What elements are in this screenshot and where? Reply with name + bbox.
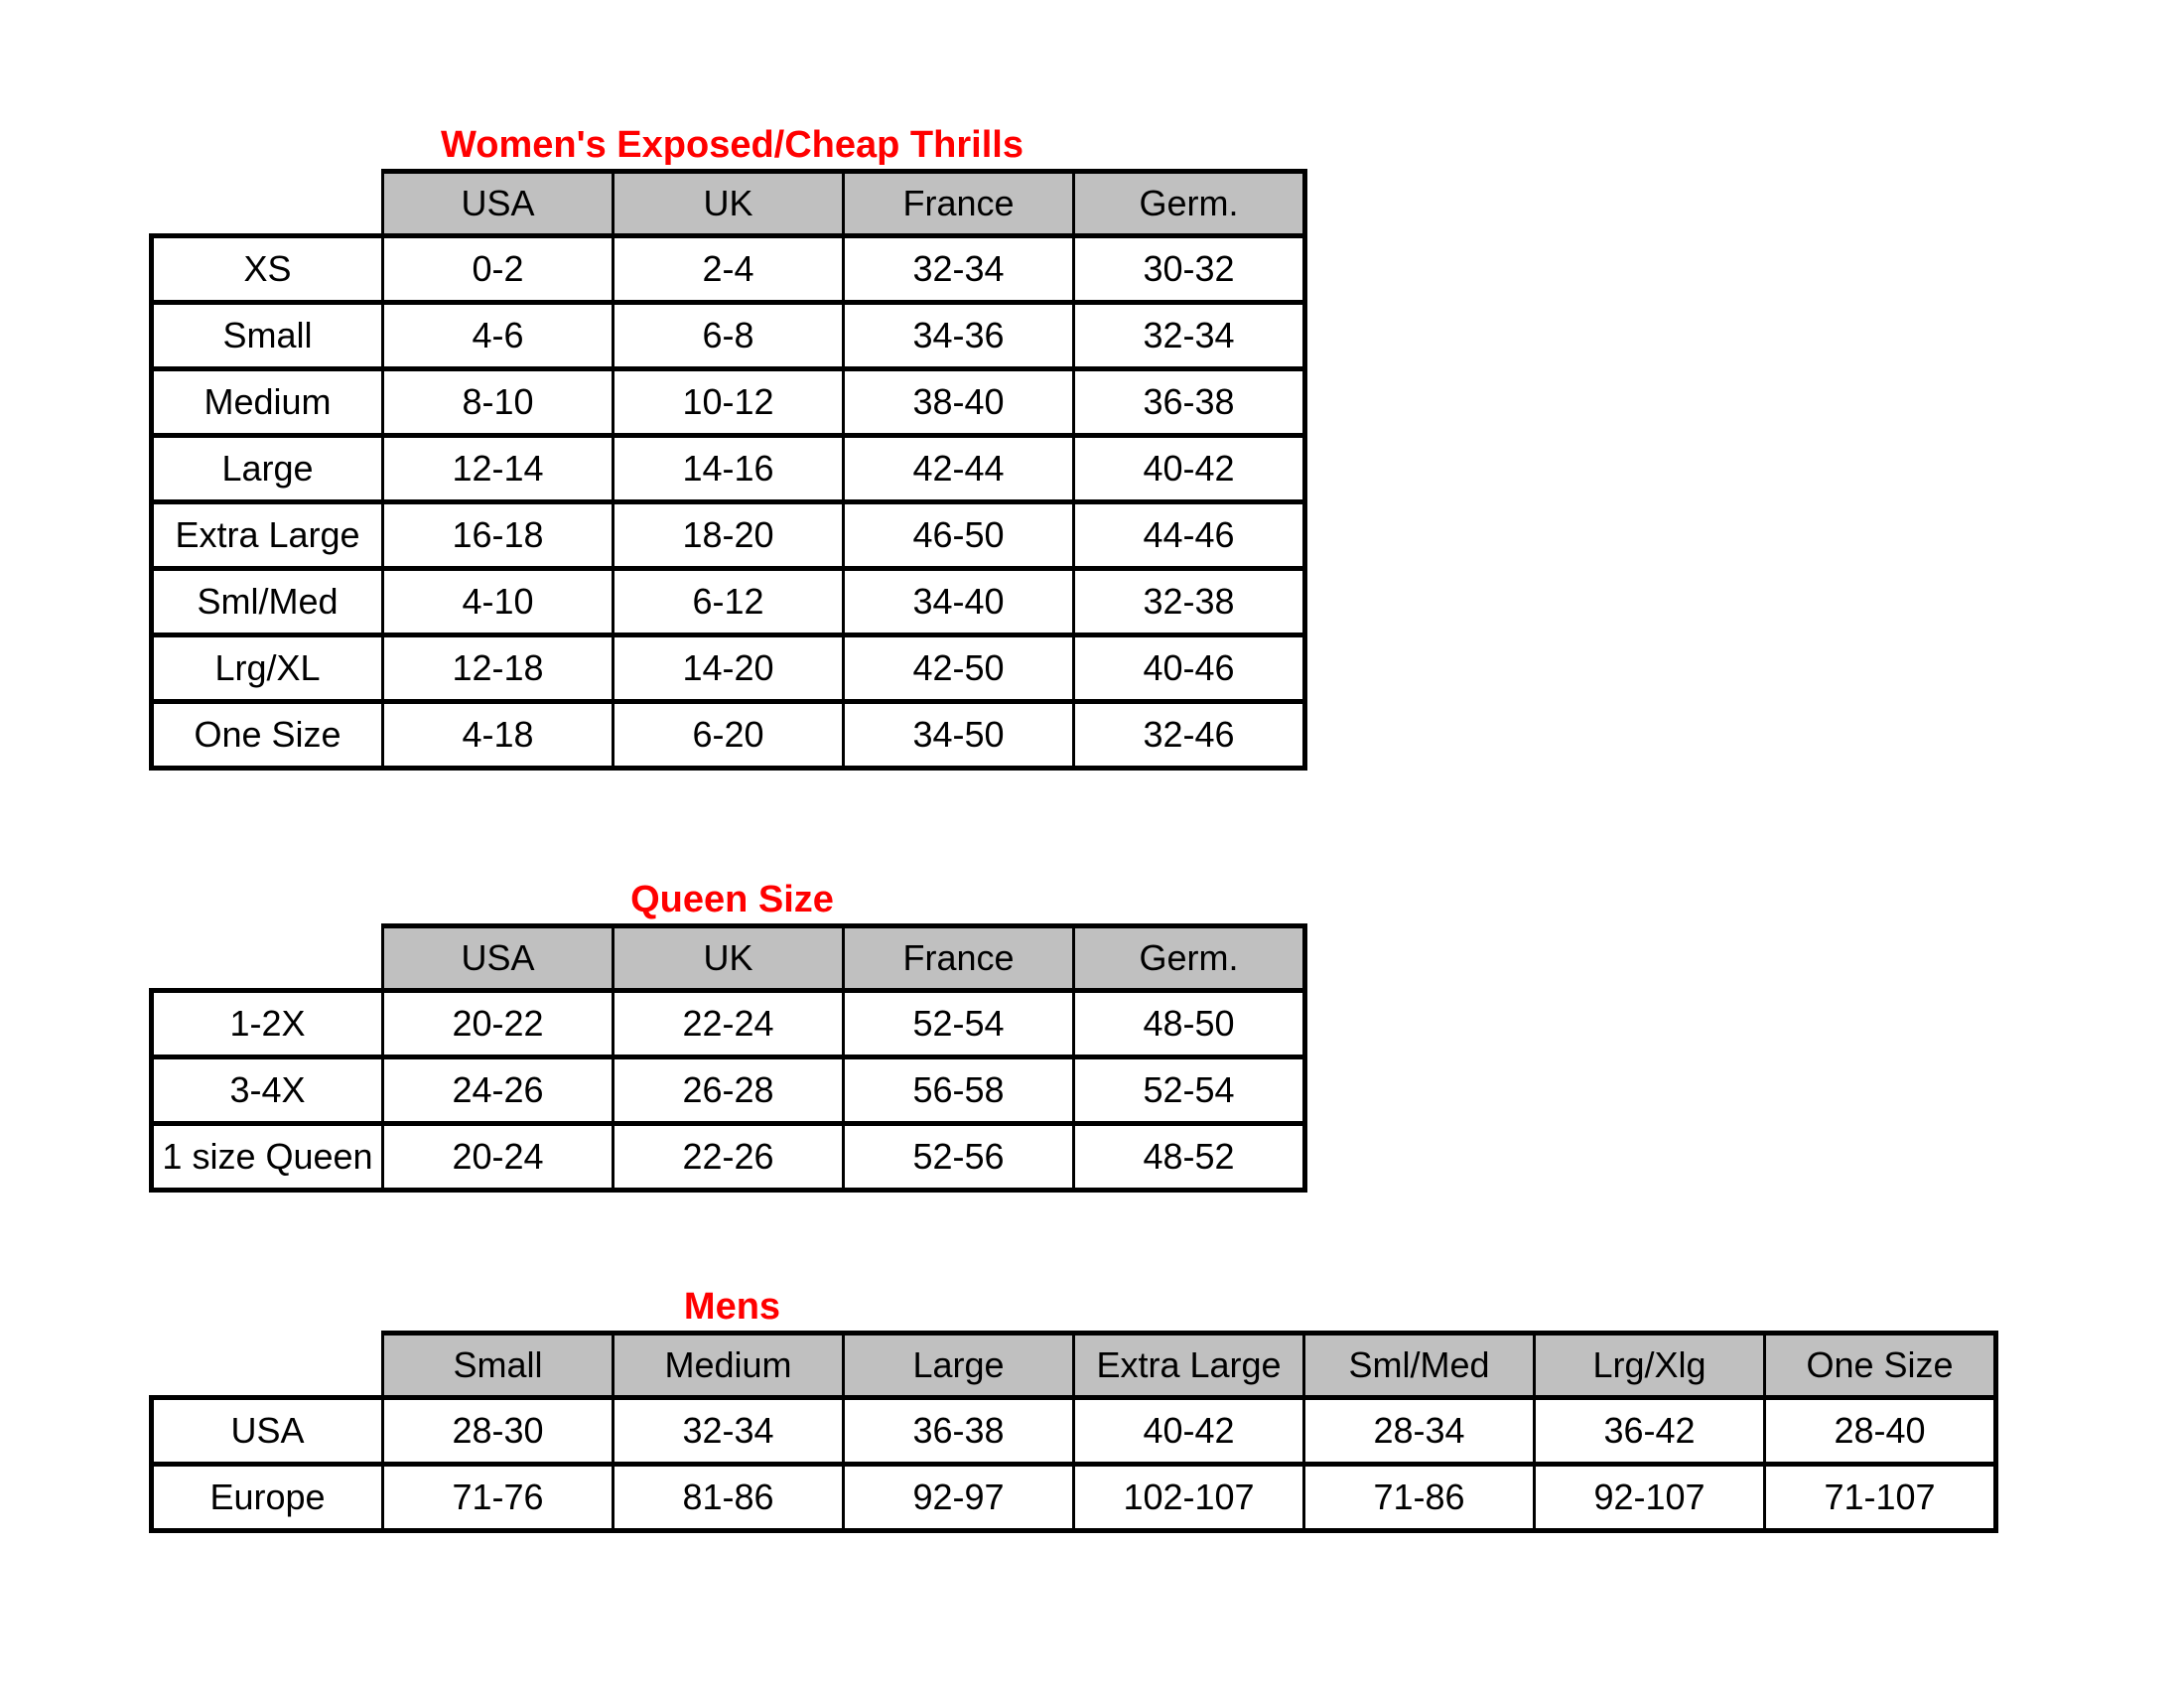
size-table	[149, 1331, 1998, 1533]
row-label: Medium	[152, 369, 383, 436]
size-cell: 28-30	[383, 1398, 614, 1465]
size-cell: 40-42	[1074, 436, 1305, 502]
table-row	[152, 436, 1305, 502]
table-row	[152, 702, 1305, 769]
size-cell: 22-24	[614, 991, 844, 1057]
size-cell: 28-40	[1765, 1398, 1996, 1465]
size-cell: 26-28	[614, 1057, 844, 1124]
size-cell: 71-86	[1304, 1465, 1535, 1531]
table-row	[152, 236, 1305, 303]
table-row	[152, 1398, 1996, 1465]
size-cell: 32-46	[1074, 702, 1305, 769]
column-header: France	[844, 926, 1074, 991]
size-cell: 4-6	[383, 303, 614, 369]
size-cell: 8-10	[383, 369, 614, 436]
column-header: Medium	[614, 1334, 844, 1398]
size-cell: 6-12	[614, 569, 844, 635]
chart-title: Queen Size	[630, 879, 834, 920]
size-cell: 32-34	[614, 1398, 844, 1465]
size-cell: 102-107	[1074, 1465, 1304, 1531]
row-label: Europe	[152, 1465, 383, 1531]
header-row	[152, 1334, 1996, 1398]
size-cell: 40-46	[1074, 635, 1305, 702]
column-header: Lrg/Xlg	[1535, 1334, 1765, 1398]
size-cell: 20-24	[383, 1124, 614, 1191]
size-cell: 52-56	[844, 1124, 1074, 1191]
size-cell: 18-20	[614, 502, 844, 569]
size-cell: 12-14	[383, 436, 614, 502]
size-cell: 24-26	[383, 1057, 614, 1124]
size-cell: 4-18	[383, 702, 614, 769]
column-header: Large	[844, 1334, 1074, 1398]
size-cell: 92-97	[844, 1465, 1074, 1531]
womens-size-chart-section	[149, 123, 1315, 771]
row-label: 3-4X	[152, 1057, 383, 1124]
size-cell: 71-76	[383, 1465, 614, 1531]
size-cell: 36-42	[1535, 1398, 1765, 1465]
row-label: Sml/Med	[152, 569, 383, 635]
size-cell: 48-50	[1074, 991, 1305, 1057]
row-label: One Size	[152, 702, 383, 769]
size-cell: 4-10	[383, 569, 614, 635]
row-label: USA	[152, 1398, 383, 1465]
size-cell: 28-34	[1304, 1398, 1535, 1465]
size-cell: 52-54	[844, 991, 1074, 1057]
table-row	[152, 1124, 1305, 1191]
column-header: France	[844, 172, 1074, 236]
size-cell: 10-12	[614, 369, 844, 436]
size-cell: 48-52	[1074, 1124, 1305, 1191]
column-header: Germ.	[1074, 172, 1305, 236]
table-row	[152, 1465, 1996, 1531]
chart-title: Mens	[683, 1286, 781, 1328]
size-cell: 16-18	[383, 502, 614, 569]
table-row	[152, 1057, 1305, 1124]
header-row	[152, 172, 1305, 236]
row-label: Large	[152, 436, 383, 502]
size-cell: 22-26	[614, 1124, 844, 1191]
size-cell: 2-4	[614, 236, 844, 303]
corner-spacer	[152, 1334, 383, 1398]
row-label: Extra Large	[152, 502, 383, 569]
table-row	[152, 303, 1305, 369]
size-table	[149, 923, 1307, 1193]
size-cell: 6-8	[614, 303, 844, 369]
row-label: XS	[152, 236, 383, 303]
size-cell: 46-50	[844, 502, 1074, 569]
corner-spacer	[152, 926, 383, 991]
column-header: Small	[383, 1334, 614, 1398]
size-cell: 36-38	[1074, 369, 1305, 436]
chart-title: Women's Exposed/Cheap Thrills	[441, 124, 1024, 166]
size-cell: 34-40	[844, 569, 1074, 635]
row-label: Small	[152, 303, 383, 369]
size-cell: 81-86	[614, 1465, 844, 1531]
size-table	[149, 169, 1307, 771]
row-label: 1-2X	[152, 991, 383, 1057]
table-row	[152, 635, 1305, 702]
size-cell: 92-107	[1535, 1465, 1765, 1531]
size-cell: 44-46	[1074, 502, 1305, 569]
size-cell: 34-50	[844, 702, 1074, 769]
table-row	[152, 502, 1305, 569]
column-header: Extra Large	[1074, 1334, 1304, 1398]
size-cell: 42-44	[844, 436, 1074, 502]
size-cell: 42-50	[844, 635, 1074, 702]
column-header: USA	[383, 172, 614, 236]
size-cell: 12-18	[383, 635, 614, 702]
size-cell: 0-2	[383, 236, 614, 303]
column-header: UK	[614, 172, 844, 236]
size-cell: 56-58	[844, 1057, 1074, 1124]
size-cell: 14-20	[614, 635, 844, 702]
size-cell: 20-22	[383, 991, 614, 1057]
column-header: Germ.	[1074, 926, 1305, 991]
column-header: UK	[614, 926, 844, 991]
size-cell: 32-34	[844, 236, 1074, 303]
column-header: One Size	[1765, 1334, 1996, 1398]
size-cell: 40-42	[1074, 1398, 1304, 1465]
size-cell: 32-38	[1074, 569, 1305, 635]
table-row	[152, 369, 1305, 436]
size-cell: 6-20	[614, 702, 844, 769]
row-label: 1 size Queen	[152, 1124, 383, 1191]
row-label: Lrg/XL	[152, 635, 383, 702]
corner-spacer	[152, 172, 383, 236]
table-row	[152, 991, 1305, 1057]
table-row	[152, 569, 1305, 635]
size-cell: 34-36	[844, 303, 1074, 369]
header-row	[152, 926, 1305, 991]
column-header: Sml/Med	[1304, 1334, 1535, 1398]
mens-size-chart-section	[149, 1285, 1998, 1533]
size-cell: 30-32	[1074, 236, 1305, 303]
column-header: USA	[383, 926, 614, 991]
size-cell: 14-16	[614, 436, 844, 502]
queen-size-chart-section	[149, 878, 1315, 1193]
size-cell: 52-54	[1074, 1057, 1305, 1124]
size-cell: 32-34	[1074, 303, 1305, 369]
size-cell: 38-40	[844, 369, 1074, 436]
size-cell: 36-38	[844, 1398, 1074, 1465]
size-cell: 71-107	[1765, 1465, 1996, 1531]
